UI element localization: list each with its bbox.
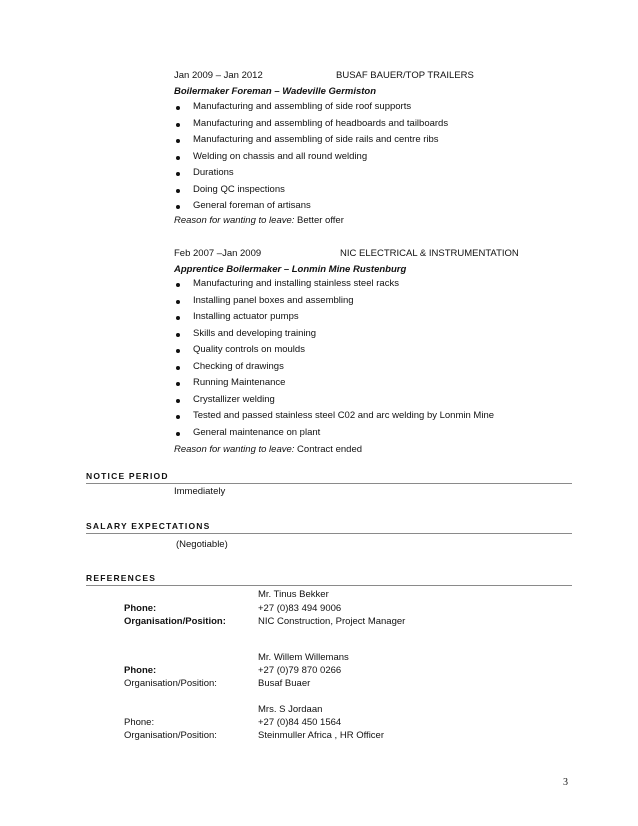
bullet-icon (176, 316, 180, 320)
notice-divider (86, 483, 572, 484)
bullet-icon (176, 382, 180, 386)
reference-name: Mr. Tinus Bekker (258, 589, 329, 600)
page-number: 3 (563, 777, 568, 788)
job1-duties-list (174, 99, 448, 215)
reference-org: NIC Construction, Project Manager (258, 616, 406, 627)
duty-list-item (174, 182, 448, 199)
duty-text: Durations (193, 167, 234, 178)
duty-text: Manufacturing and assembling of side rails and centre ribs (193, 134, 439, 145)
reference-phone: +27 (0)83 494 9006 (258, 603, 342, 614)
duty-text: Manufacturing and installing stainless steel racks (193, 278, 399, 289)
duty-text: General foreman of artisans (193, 200, 311, 211)
duty-list-item (174, 276, 494, 293)
duty-text: Tested and passed stainless steel C02 and arc welding by Lonmin Mine (193, 410, 495, 421)
reference-phone-label: Phone: (124, 717, 155, 728)
duty-list-item (174, 293, 494, 310)
duty-text: Welding on chassis and all round welding (193, 150, 368, 162)
duty-list-item (174, 198, 448, 215)
reference-org-label: Organisation/Position: (124, 730, 217, 741)
job2-title: Apprentice Boilermaker – Lonmin Mine Rustenburg (174, 264, 407, 275)
bullet-icon (176, 156, 180, 160)
duty-text: Manufacturing and assembling of headboards and tailboards (193, 117, 449, 129)
bullet-icon (176, 205, 180, 209)
reference-org: Steinmuller Africa , HR Officer (258, 730, 385, 741)
notice-value: Immediately (174, 486, 226, 497)
salary-value: (Negotiable) (176, 539, 228, 550)
duty-list-item (174, 149, 448, 166)
job2-reason (174, 444, 362, 455)
bullet-icon (176, 366, 180, 370)
duty-text: Doing QC inspections (193, 183, 285, 195)
reference-phone-label: Phone: (124, 665, 157, 676)
job1-title: Boilermaker Foreman – Wadeville Germiston (174, 86, 377, 97)
reference-org-label: Organisation/Position: (124, 616, 226, 627)
bullet-icon (176, 399, 180, 403)
references-heading: REFERENCES (86, 573, 157, 583)
duty-list-item (174, 165, 448, 182)
bullet-icon (176, 333, 180, 337)
bullet-icon (176, 283, 180, 287)
duty-list-item (174, 116, 448, 133)
reference-phone-label: Phone: (124, 603, 157, 614)
duty-list-item (174, 375, 494, 392)
duty-list-item (174, 309, 494, 326)
duty-text: Running Maintenance (193, 377, 286, 388)
duty-text: Checking of drawings (193, 360, 284, 372)
job1-reason-value: Better offer (297, 215, 344, 226)
job2-duties-list (174, 276, 494, 441)
bullet-icon (176, 123, 180, 127)
duty-list-item (174, 99, 448, 116)
bullet-icon (176, 172, 180, 176)
duty-list-item (174, 359, 494, 376)
job1-reason-label: Reason for wanting to leave: (174, 215, 295, 226)
job2-dates: Feb 2007 –Jan 2009 (174, 248, 262, 259)
duty-text: General maintenance on plant (193, 426, 321, 438)
duty-list-item (174, 408, 494, 425)
duty-text: Crystallizer welding (193, 393, 275, 405)
duty-text: Installing actuator pumps (193, 311, 299, 322)
bullet-icon (176, 106, 180, 110)
bullet-icon (176, 432, 180, 436)
bullet-icon (176, 415, 180, 419)
references-divider (86, 585, 572, 586)
reference-org: Busaf Buaer (258, 678, 311, 689)
duty-text: Quality controls on moulds (193, 344, 305, 355)
reference-org-label: Organisation/Position: (124, 678, 217, 689)
duty-list-item (174, 425, 494, 442)
job2-reason-value: Contract ended (297, 444, 363, 455)
duty-text: Installing panel boxes and assembling (193, 294, 354, 306)
job1-reason (174, 215, 344, 226)
duty-list-item (174, 342, 494, 359)
duty-text: Manufacturing and assembling of side roof supports (193, 101, 412, 112)
job2-reason-label: Reason for wanting to leave: (174, 444, 295, 455)
reference-phone: +27 (0)79 870 0266 (258, 665, 342, 676)
reference-name: Mrs. S Jordaan (258, 704, 323, 715)
bullet-icon (176, 189, 180, 193)
job1-dates: Jan 2009 – Jan 2012 (174, 70, 263, 81)
duty-list-item (174, 326, 494, 343)
duty-list-item (174, 132, 448, 149)
bullet-icon (176, 139, 180, 143)
bullet-icon (176, 349, 180, 353)
notice-heading: NOTICE PERIOD (86, 471, 169, 481)
job2-company: NIC ELECTRICAL & INSTRUMENTATION (340, 248, 519, 259)
reference-phone: +27 (0)84 450 1564 (258, 717, 342, 728)
reference-name: Mr. Willem Willemans (258, 652, 349, 663)
duty-list-item (174, 392, 494, 409)
salary-heading: SALARY EXPECTATIONS (86, 521, 211, 531)
duty-text: Skills and developing training (193, 327, 317, 339)
bullet-icon (176, 300, 180, 304)
job1-company: BUSAF BAUER/TOP TRAILERS (336, 70, 474, 81)
salary-divider (86, 533, 572, 534)
